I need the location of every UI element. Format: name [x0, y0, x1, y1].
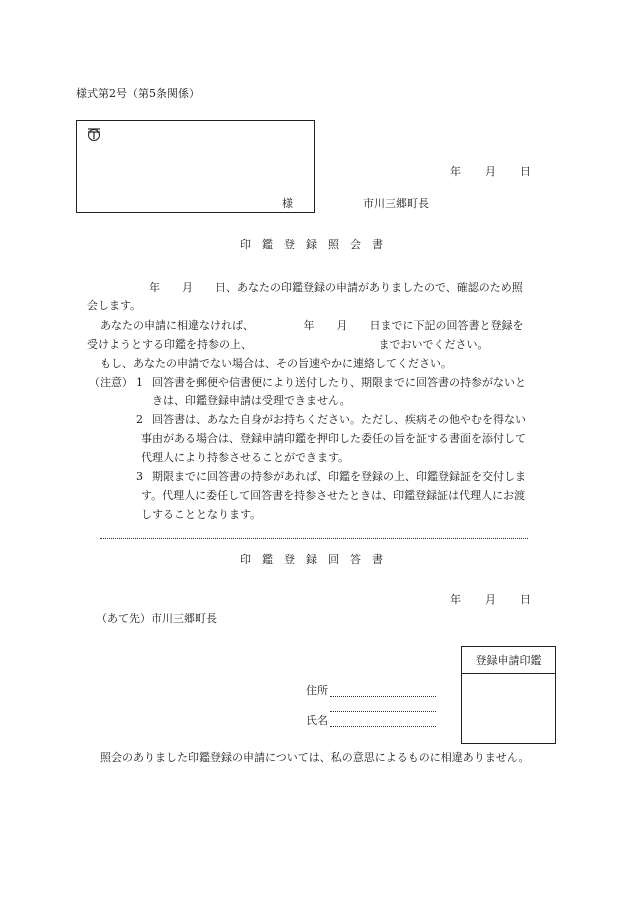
inquiry-body-line4: 受けようとする印鑑を持参の上、 までおいでください。: [87, 338, 489, 351]
name-label: 氏名: [306, 714, 328, 727]
issuer: 市川三郷町長: [363, 197, 429, 210]
addressee-box: [76, 120, 315, 213]
inquiry-body-line1: 年 月 日、あなたの印鑑登録の申請がありましたので、確認のため照: [149, 281, 523, 294]
reply-date-month: 月: [485, 593, 496, 606]
note-1-line2: きは、印鑑登録申請は受理できません。: [152, 394, 351, 407]
addressee-suffix: 様: [282, 197, 293, 210]
registered-seal-box: [461, 646, 556, 744]
reply-date-day: 日: [520, 593, 531, 606]
inquiry-title: 印 鑑 登 録 照 会 書: [240, 238, 383, 251]
note-3-num: 3: [136, 470, 143, 483]
address-field[interactable]: [330, 696, 436, 697]
inquiry-body-line3: あなたの申請に相違なければ、 年 月 日までに下記の回答書と登録を: [100, 319, 524, 332]
note-1-line1: 回答書を郵便や信書便により送付したり、期限までに回答書の持参がないと: [152, 376, 526, 389]
inquiry-date-year: 年: [450, 165, 461, 178]
reply-date-year: 年: [450, 593, 461, 606]
inquiry-body-line2: 会します。: [87, 299, 142, 312]
reply-statement: 照会のありました印鑑登録の申請については、私の意思によるものに相違ありません。: [100, 751, 530, 764]
address-label: 住所: [306, 684, 328, 697]
address-field-line2[interactable]: [330, 711, 436, 712]
form-number: 様式第2号（第5条関係）: [76, 87, 200, 100]
inquiry-date-month: 月: [485, 165, 496, 178]
postal-mark-icon: [87, 127, 101, 141]
reply-addressee: （あて先）市川三郷町長: [96, 612, 217, 625]
notes-label: （注意）: [89, 376, 133, 389]
note-2-line3: 代理人により持参させることができます。: [141, 451, 350, 464]
seal-box-label: 登録申請印鑑: [462, 647, 555, 674]
note-2-line2: 事由がある場合は、登録申請印鑑を押印した委任の旨を証する書面を添付して: [141, 432, 526, 445]
cut-line-divider: [100, 538, 528, 539]
inquiry-date-day: 日: [520, 165, 531, 178]
inquiry-body-line5: もし、あなたの申請でない場合は、その旨速やかに連絡してください。: [100, 357, 452, 370]
note-3-line1: 期限までに回答書の持参があれば、印鑑を登録の上、印鑑登録証を交付しま: [152, 470, 526, 483]
note-3-line3: しすることとなります。: [141, 508, 262, 521]
note-3-line2: す。代理人に委任して回答書を持参させたときは、印鑑登録証は代理人にお渡: [141, 489, 526, 502]
reply-title: 印 鑑 登 録 回 答 書: [240, 553, 383, 566]
note-2-line1: 回答書は、あなた自身がお持ちください。ただし、疾病その他やむを得ない: [152, 413, 526, 426]
name-field[interactable]: [330, 726, 436, 727]
note-1-num: 1: [136, 376, 143, 389]
note-2-num: 2: [136, 413, 143, 426]
